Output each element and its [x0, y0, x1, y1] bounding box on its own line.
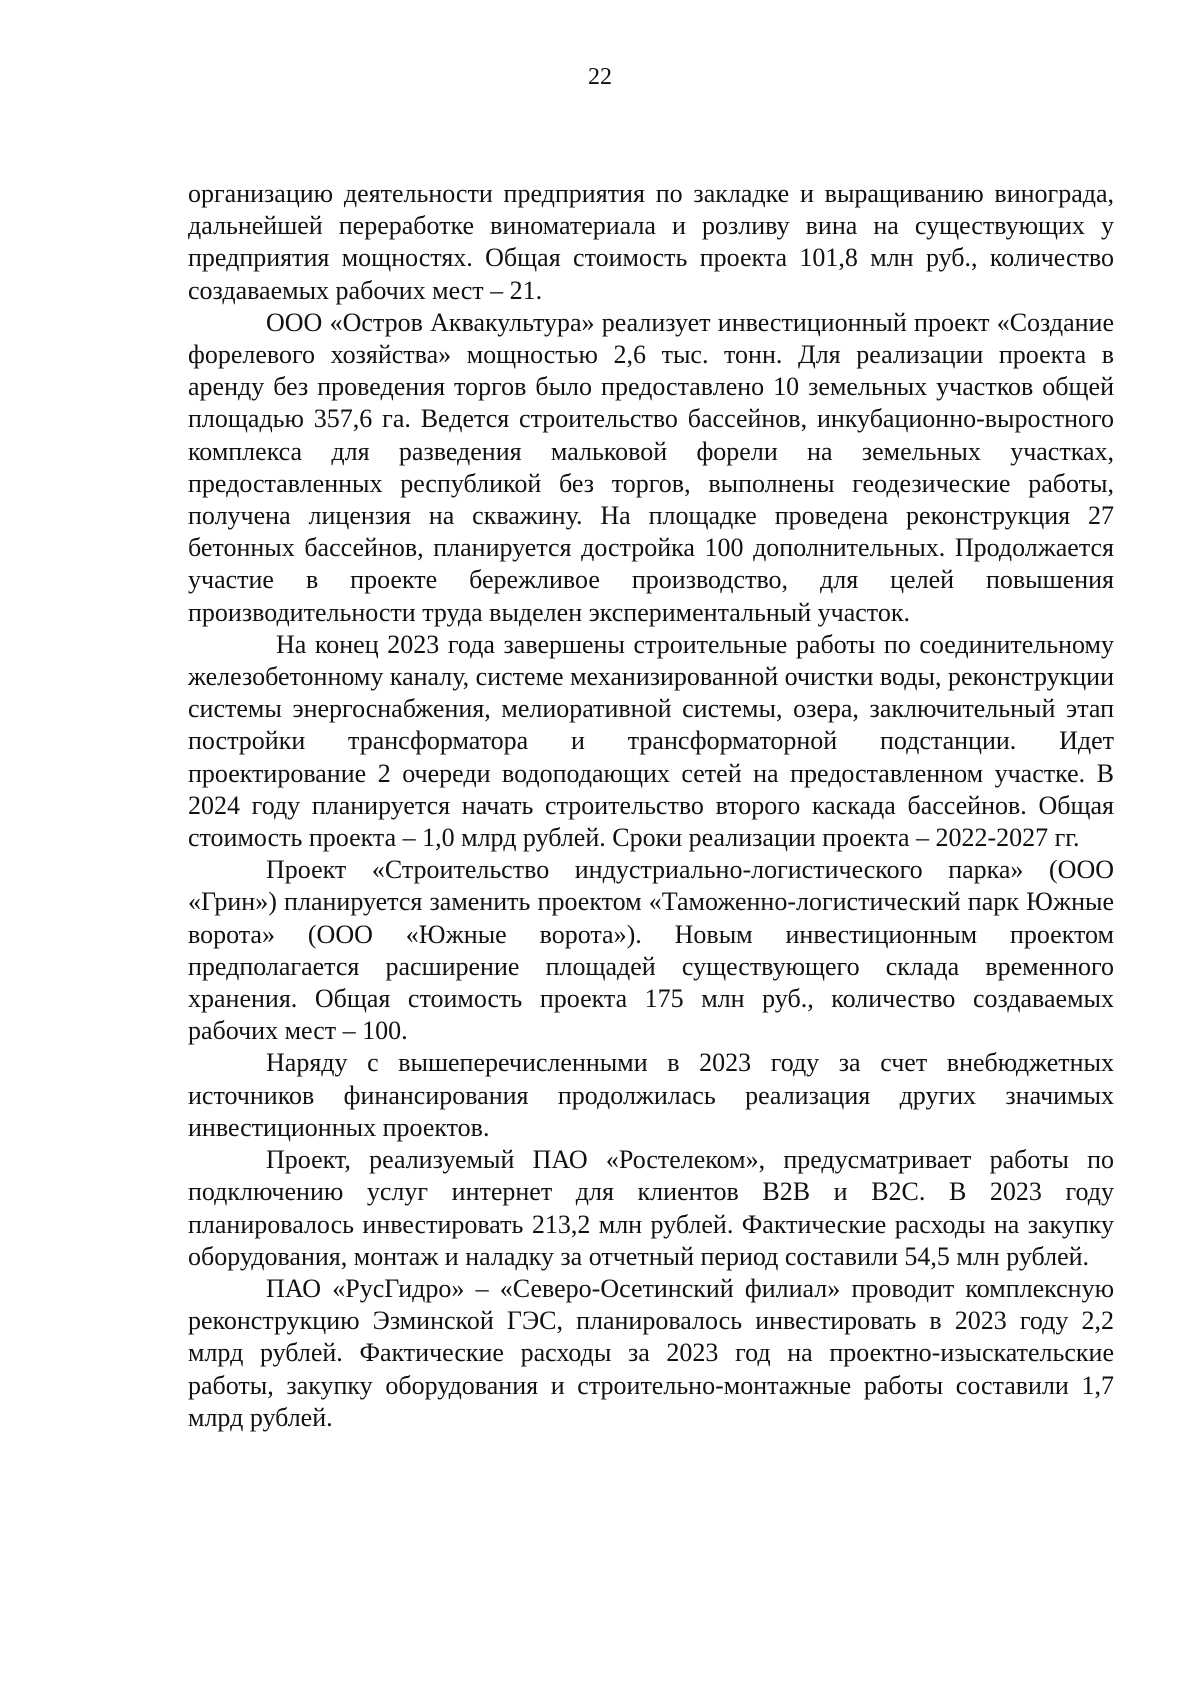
paragraph-ostrov-aquaculture: ООО «Остров Аквакультура» реализует инвестиционный проект «Создание форелевого хозяйства» мощностью 2,6 тыс. тонн. Для реализации проекта в аренду без проведения торгов было предоставлено 10 земельных участков общей площадью 357,6 га. Ведется строительство бассейнов, инкубационно-выростного комплекса для разведения мальковой форели на земельных участках, предоставленных республикой без торгов, выполнены геодезические работы, получена лицензия на скважину. На площадке проведена реконструкция 27 бетонных бассейнов, планируется достройка 100 дополнительных. Продолжается участие в проекте бережливое производство, для целей повышения производительности труда выделен экспериментальный участок.	[188, 307, 1114, 627]
paragraph-construction-status-2023: На конец 2023 года завершены строительные работы по соединительному железобетонному каналу, системе механизированной очистки воды, реконструкции системы энергоснабжения, мелиоративной системы, озера, заключительный этап постройки трансформатора и трансформаторной подстанции. Идет проектирование 2 очереди водоподающих сетей на предоставленном участке. В 2024 году планируется начать строительство второго каскада бассейнов. Общая стоимость проекта – 1,0 млрд рублей. Сроки реализации проекта – 2022-2027 гг.	[188, 629, 1114, 853]
paragraph-logistics-park: Проект «Строительство индустриально-логистического парка» (ООО «Грин») планируется заменить проектом «Таможенно-логистический парк Южные ворота» (ООО «Южные ворота»). Новым инвестиционным проектом предполагается расширение площадей существующего склада временного хранения. Общая стоимость проекта 175 млн руб., количество создаваемых рабочих мест – 100.	[188, 855, 1114, 1046]
paragraph-rostelecom: Проект, реализуемый ПАО «Ростелеком», предусматривает работы по подключению услуг интернет для клиентов B2B и B2C. В 2023 году планировалось инвестировать 213,2 млн рублей. Фактические расходы на закупку оборудования, монтаж и наладку за отчетный период составили 54,5 млн рублей.	[188, 1145, 1114, 1271]
document-body	[188, 178, 1114, 1434]
paragraph-rushydro: ПАО «РусГидро» – «Северо-Осетинский филиал» проводит комплексную реконструкцию Эзминской ГЭС, планировалось инвестировать в 2023 году 2,2 млрд рублей. Фактические расходы за 2023 год на проектно-изыскательские работы, закупку оборудования и строительно-монтажные работы составили 1,7 млрд рублей.	[188, 1273, 1114, 1432]
paragraph-other-projects: Наряду с вышеперечисленными в 2023 году за счет внебюджетных источников финансирования продолжилась реализация других значимых инвестиционных проектов.	[188, 1048, 1114, 1142]
paragraph-winery-project-end: организацию деятельности предприятия по закладке и выращиванию винограда, дальнейшей переработке виноматериала и розливу вина на существующих у предприятия мощностях. Общая стоимость проекта 101,8 млн руб., количество создаваемых рабочих мест – 21.	[188, 179, 1114, 305]
page-number: 22	[588, 64, 612, 90]
